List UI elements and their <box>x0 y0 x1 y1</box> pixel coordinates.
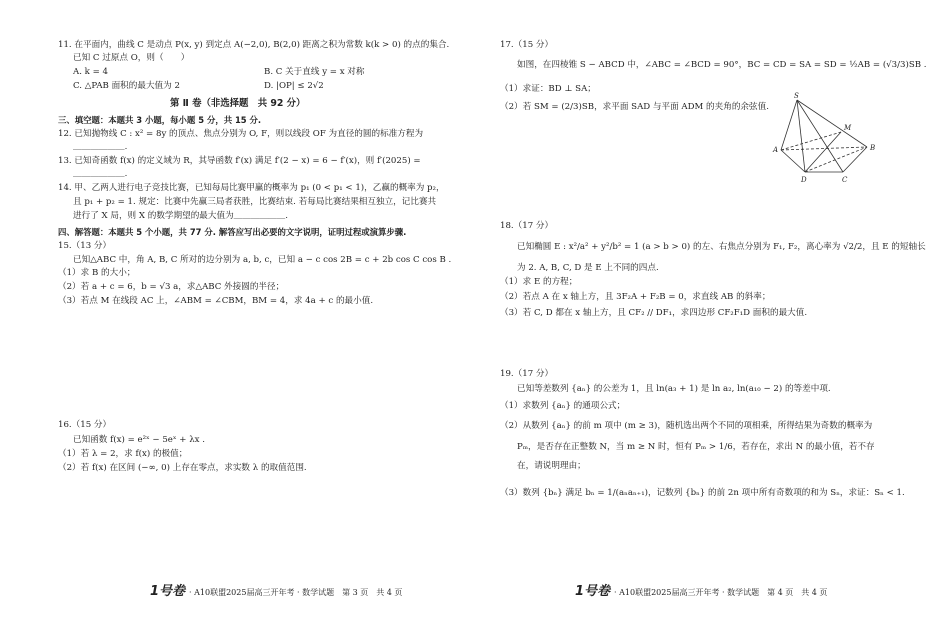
label-d: D <box>801 176 807 184</box>
label-a: A <box>773 146 779 154</box>
label-b: B <box>870 144 876 152</box>
q18-heading: 18.（17 分） <box>500 221 554 231</box>
footer-page-4 <box>575 584 827 600</box>
brand-logo: 1号卷 <box>575 584 611 599</box>
q11-option-b: B. C 关于直线 y = x 对称 <box>264 67 365 77</box>
q15-heading: 15.（13 分） <box>58 241 112 251</box>
section-3-heading: 三、填空题：本题共 3 小题，每小题 5 分，共 15 分. <box>58 115 262 125</box>
brand-logo: 1号卷 <box>150 584 186 599</box>
q11-stem-2: 已知 C 过原点 O，则（ ） <box>73 53 190 63</box>
q11-option-c: C. △PAB 面积的最大值为 2 <box>73 81 180 91</box>
q13-line-1: 13. 已知奇函数 f(x) 的定义域为 R，其导函数 f′(x) 满足 f′(2 − x) = 6 − f′(x)，则 f′(2025) = <box>58 156 421 166</box>
edge-sb <box>797 100 867 147</box>
q18-part-3: （3）若 C, D 都在 x 轴上方，且 CF₂ // DF₁，求四边形 CF₂F₁D 面积的最大值. <box>500 308 808 318</box>
label-m: M <box>844 124 852 132</box>
label-s: S <box>794 92 799 100</box>
q17-heading: 17.（15 分） <box>500 40 554 50</box>
q14-line-1: 14. 甲、乙两人进行电子竞技比赛，已知每局比赛甲赢的概率为 p₁ (0 < p₁ < 1)，乙赢的概率为 p₂， <box>58 183 445 193</box>
q18-line-2: 为 2. A, B, C, D 是 E 上不同的四点. <box>517 263 659 273</box>
footer-page-3 <box>150 584 402 600</box>
q18-part-1: （1）求 E 的方程； <box>500 277 578 287</box>
q16-line-1: 已知函数 f(x) = e²ˣ − 5eˣ + λx . <box>73 435 205 445</box>
edge-ad <box>781 150 805 172</box>
q19-part-2-cont-2: 在，请说明理由； <box>517 461 586 471</box>
edge-db-hidden <box>805 147 867 172</box>
q11-option-a: A. k = 4 <box>73 67 109 77</box>
q14-line-3: 进行了 X 局，则 X 的数学期望的最大值为＿＿＿＿＿＿. <box>73 211 288 221</box>
q19-line-1: 已知等差数列 {aₙ} 的公差为 1，且 ln(a₃ + 1) 是 ln a₂, ln(a₁₀ − 2) 的等差中项. <box>517 384 831 394</box>
q14-line-2: 且 p₁ + p₂ = 1. 规定：比赛中先赢三局者获胜，比赛结束. 若每局比赛结果相互独立，记比赛共 <box>73 197 437 207</box>
edge-sa <box>781 100 797 150</box>
q12-line-1: 12. 已知抛物线 C : x² = 8y 的顶点、焦点分别为 O, F，则以线段 OF 为直径的圆的标准方程为 <box>58 129 424 139</box>
footer-text: · A10联盟2025届高三开年考 · 数学试题 第 4 页 共 4 页 <box>614 588 828 597</box>
q19-heading: 19.（17 分） <box>500 369 554 379</box>
q18-part-2: （2）若点 A 在 x 轴上方，且 3F₂A + F₂B = 0，求直线 AB 的斜率； <box>500 292 771 302</box>
part-2-title: 第 Ⅱ 卷（非选择题 共 92 分） <box>170 98 306 109</box>
q17-line-1: 如图，在四棱锥 S − ABCD 中，∠ABC = ∠BCD = 90°，BC = CD = SA = SD = ½AB = (√3/3)SB . <box>517 60 927 70</box>
q18-line-1: 已知椭圆 E : x²/a² + y²/b² = 1 (a > b > 0) 的左、右焦点分别为 F₁, F₂，离心率为 √2/2，且 E 的短轴长 <box>517 242 926 252</box>
q19-part-1: （1）求数列 {aₙ} 的通项公式； <box>500 401 626 411</box>
q13-line-2: ＿＿＿＿＿＿. <box>73 169 128 179</box>
pyramid-figure <box>773 92 887 187</box>
section-4-heading: 四、解答题：本题共 5 个小题，共 77 分. 解答应写出必要的文字说明，证明过程或演算步骤. <box>58 227 407 237</box>
q15-line-1: 已知△ABC 中，角 A, B, C 所对的边分别为 a, b, c，已知 a − c cos 2B = c + 2b cos C cos B . <box>73 255 452 265</box>
edge-ab-hidden <box>781 147 867 150</box>
q11-stem-1: 11. 在平面内，曲线 C 是动点 P(x, y) 到定点 A(−2,0), B(2,0) 距离之积为常数 k(k > 0) 的点的集合. <box>58 40 450 50</box>
q16-part-2: （2）若 f(x) 在区间 (−∞, 0) 上存在零点，求实数 λ 的取值范围. <box>58 463 307 473</box>
q19-part-3: （3）数列 {bₙ} 满足 bₙ = 1/(aₙaₙ₊₁)，记数列 {bₙ} 的前 2n 项中所有奇数项的和为 Sₙ，求证：Sₙ < 1. <box>500 488 905 498</box>
q19-part-2: （2）从数列 {aₙ} 的前 m 项中 (m ≥ 3)，随机选出两个不同的项相乘，所得结果为奇数的概率为 <box>500 421 873 431</box>
q17-part-1: （1）求证：BD ⊥ SA； <box>500 84 596 94</box>
q16-part-1: （1）若 λ = 2，求 f(x) 的极值； <box>58 449 188 459</box>
q19-part-2-cont: Pₘ，是否存在正整数 N，当 m ≥ N 时，恒有 Pₘ > 1/6，若存在，求出 N 的最小值，若不存 <box>517 442 875 452</box>
q16-heading: 16.（15 分） <box>58 420 112 430</box>
edge-cb <box>843 147 867 172</box>
q12-line-2: ＿＿＿＿＿＿. <box>73 142 128 152</box>
q17-part-2: （2）若 SM = (2/3)SB，求平面 SAD 与平面 ADM 的夹角的余弦值. <box>500 102 769 112</box>
q15-part-2: （2）若 a + c = 6，b = √3 a，求△ABC 外接圆的半径； <box>58 282 285 292</box>
q15-part-3: （3）若点 M 在线段 AC 上，∠ABM = ∠CBM，BM = 4，求 4a + c 的最小值. <box>58 296 374 306</box>
q15-part-1: （1）求 B 的大小； <box>58 268 136 278</box>
edge-dm <box>805 132 841 172</box>
footer-text: · A10联盟2025届高三开年考 · 数学试题 第 3 页 共 4 页 <box>189 588 403 597</box>
edge-am-hidden <box>781 132 841 150</box>
exam-page-4 <box>475 0 950 634</box>
q11-option-d: D. |OP| ≤ 2√2 <box>264 81 324 91</box>
label-c: C <box>842 176 848 184</box>
